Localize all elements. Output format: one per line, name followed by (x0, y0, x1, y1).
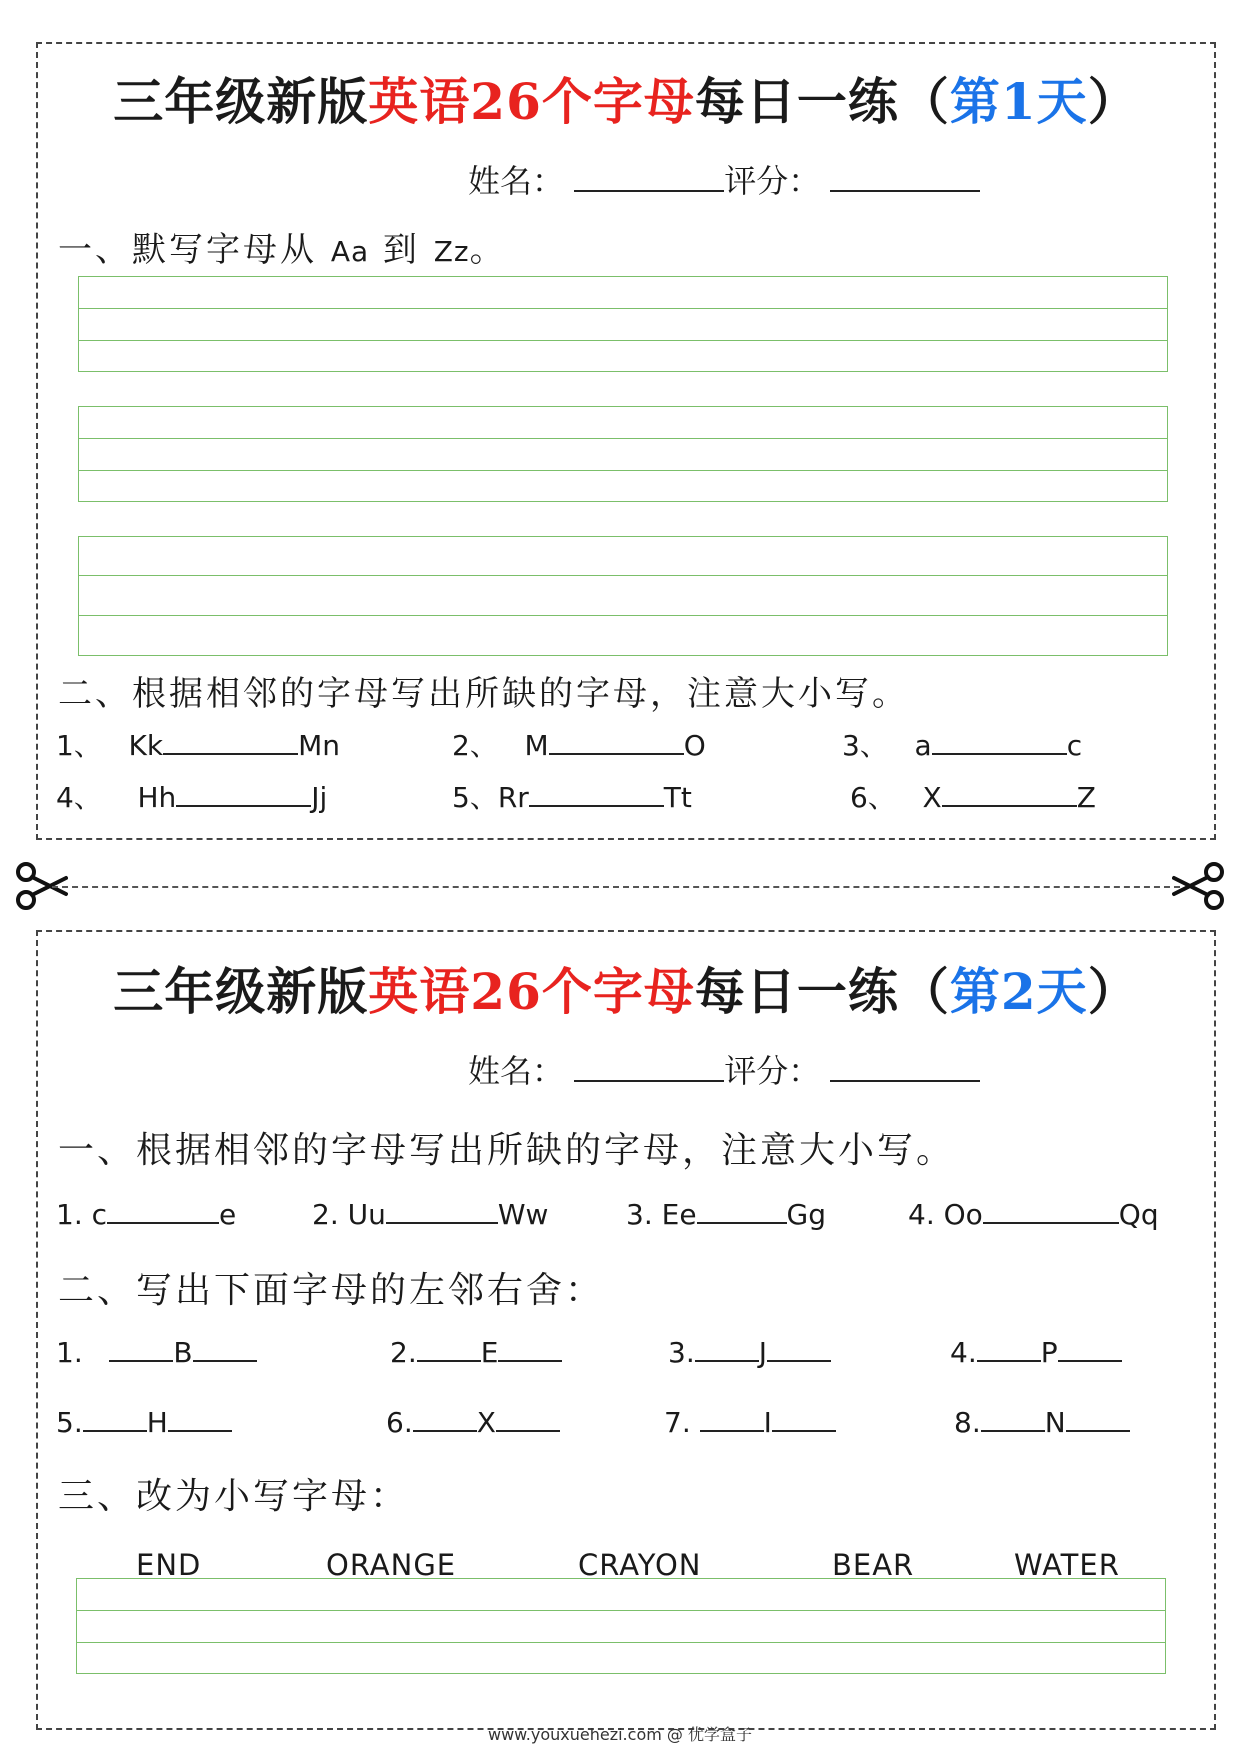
title-day: 第2天 (949, 962, 1088, 1021)
item-number: 1、 (56, 729, 102, 762)
title-highlight: 英语26个字母 (368, 962, 695, 1021)
item-right-letter: c (1066, 729, 1083, 762)
item-number: 4. (908, 1198, 935, 1231)
score-label: 评分： (724, 1052, 821, 1090)
worksheet-day-2 (36, 930, 1216, 1730)
neighbor-item-1 (56, 1336, 257, 1369)
left-neighbor-blank[interactable] (417, 1336, 481, 1362)
left-neighbor-blank[interactable] (981, 1406, 1045, 1432)
item-letter: N (1044, 1406, 1066, 1439)
item-letter: J (758, 1336, 767, 1369)
item-number: 5、 (452, 781, 498, 814)
left-neighbor-blank[interactable] (695, 1336, 759, 1362)
title-paren-open: （ (898, 72, 950, 131)
answer-blank[interactable] (549, 729, 684, 755)
item-letter: B (173, 1336, 193, 1369)
title-paren-open: （ (898, 962, 950, 1021)
title-paren-close: ） (1087, 72, 1139, 131)
item-number: 3. (626, 1198, 653, 1231)
page-title (38, 62, 1214, 134)
writing-lines-lowercase[interactable] (76, 1578, 1166, 1674)
section-1-period: 。 (469, 230, 507, 270)
item-letter: P (1040, 1336, 1058, 1369)
item-right-letter: O (683, 729, 706, 762)
score-blank[interactable] (830, 1052, 980, 1082)
scissors-icon (1172, 860, 1226, 912)
left-neighbor-blank[interactable] (700, 1406, 764, 1432)
right-neighbor-blank[interactable] (168, 1406, 232, 1432)
title-paren-close: ） (1087, 962, 1139, 1021)
name-score-row (468, 1046, 980, 1092)
name-label: 姓名： (468, 162, 565, 200)
neighbor-item-3 (668, 1336, 831, 1369)
word-crayon: CRAYON (578, 1548, 702, 1582)
guide-line (79, 308, 1167, 309)
footer-watermark: www.youxuehezi.com @ 优学盒子 (488, 1725, 752, 1744)
exercise-item-1 (56, 1198, 236, 1231)
page-title (38, 952, 1214, 1024)
item-right-letter: Gg (786, 1198, 827, 1231)
exercise-item-3 (626, 1198, 826, 1231)
section-1-heading (58, 222, 507, 271)
section-1-heading: 一、根据相邻的字母写出所缺的字母，注意大小写。 (58, 1130, 956, 1171)
answer-blank[interactable] (107, 1198, 219, 1224)
item-number: 6. (386, 1406, 413, 1439)
word-end: END (136, 1548, 202, 1582)
right-neighbor-blank[interactable] (193, 1336, 257, 1362)
name-label: 姓名： (468, 1052, 565, 1090)
writing-lines-1[interactable] (78, 276, 1168, 372)
item-left-letter: Ee (661, 1198, 697, 1231)
item-left-letter: Rr (497, 781, 529, 814)
title-prefix: 三年级新版 (113, 72, 369, 131)
item-letter: H (146, 1406, 168, 1439)
item-right-letter: Tt (663, 781, 692, 814)
item-left-letter: c (91, 1198, 108, 1231)
answer-blank[interactable] (983, 1198, 1119, 1224)
left-neighbor-blank[interactable] (977, 1336, 1041, 1362)
answer-blank[interactable] (529, 781, 664, 807)
neighbor-item-4 (950, 1336, 1122, 1369)
section-1-end-letter: Zz (433, 235, 470, 268)
item-left-letter: Uu (347, 1198, 386, 1231)
exercise-item-1 (56, 724, 340, 764)
guide-line (79, 615, 1167, 616)
guide-line (79, 438, 1167, 439)
guide-line (79, 575, 1167, 576)
guide-line (77, 1610, 1165, 1611)
score-blank[interactable] (830, 162, 980, 192)
item-right-letter: Ww (497, 1198, 549, 1231)
neighbor-item-2 (390, 1336, 562, 1369)
item-letter: I (763, 1406, 772, 1439)
title-mid: 每日一练 (694, 72, 899, 131)
item-left-letter: Oo (943, 1198, 983, 1231)
neighbor-item-7 (664, 1406, 836, 1439)
writing-lines-2[interactable] (78, 406, 1168, 502)
section-1-text: 一、默写字母从 (58, 230, 331, 270)
right-neighbor-blank[interactable] (1058, 1336, 1122, 1362)
left-neighbor-blank[interactable] (413, 1406, 477, 1432)
name-score-row (468, 156, 980, 202)
item-number: 1. (56, 1336, 83, 1369)
section-3-heading: 三、改为小写字母： (58, 1476, 410, 1517)
exercise-item-2 (452, 724, 706, 764)
right-neighbor-blank[interactable] (767, 1336, 831, 1362)
item-letter: E (480, 1336, 499, 1369)
item-left-letter: a (914, 729, 932, 762)
neighbor-item-5 (56, 1406, 232, 1439)
item-right-letter: Qq (1118, 1198, 1159, 1231)
title-day: 第1天 (949, 72, 1088, 131)
item-right-letter: e (219, 1198, 237, 1231)
item-left-letter: Hh (137, 781, 177, 814)
exercise-item-3 (842, 724, 1082, 764)
item-right-letter: Mn (298, 729, 341, 762)
title-highlight: 英语26个字母 (368, 72, 695, 131)
item-number: 7. (664, 1406, 691, 1439)
exercise-item-5 (452, 776, 692, 816)
item-number: 2. (312, 1198, 339, 1231)
section-2-heading: 二、根据相邻的字母写出所缺的字母，注意大小写。 (58, 674, 909, 714)
score-label: 评分： (724, 162, 821, 200)
answer-blank[interactable] (942, 781, 1077, 807)
right-neighbor-blank[interactable] (1066, 1406, 1130, 1432)
section-2-heading: 二、写出下面字母的左邻右舍： (58, 1270, 605, 1311)
item-number: 5. (56, 1406, 83, 1439)
item-right-letter: Jj (311, 781, 328, 814)
right-neighbor-blank[interactable] (496, 1406, 560, 1432)
item-left-letter: Kk (128, 729, 164, 762)
right-neighbor-blank[interactable] (772, 1406, 836, 1432)
right-neighbor-blank[interactable] (498, 1336, 562, 1362)
exercise-item-6 (850, 776, 1096, 816)
item-number: 4、 (56, 781, 102, 814)
answer-blank[interactable] (697, 1198, 787, 1224)
item-number: 2、 (452, 729, 498, 762)
item-left-letter: M (524, 729, 549, 762)
word-water: WATER (1014, 1548, 1120, 1582)
title-mid: 每日一练 (694, 962, 899, 1021)
section-1-to: 到 (369, 230, 434, 270)
item-number: 4. (950, 1336, 977, 1369)
guide-line (79, 340, 1167, 341)
worksheet-day-1 (36, 42, 1216, 840)
answer-blank[interactable] (932, 729, 1067, 755)
writing-lines-3[interactable] (78, 536, 1168, 656)
item-number: 1. (56, 1198, 83, 1231)
name-blank[interactable] (574, 1052, 724, 1082)
exercise-item-4 (56, 776, 327, 816)
item-number: 3. (668, 1336, 695, 1369)
word-bear: BEAR (832, 1548, 915, 1582)
neighbor-item-8 (954, 1406, 1130, 1439)
answer-blank[interactable] (163, 729, 298, 755)
word-orange: ORANGE (326, 1548, 457, 1582)
section-1-start-letter: Aa (330, 235, 370, 268)
answer-blank[interactable] (386, 1198, 498, 1224)
item-number: 2. (390, 1336, 417, 1369)
guide-line (77, 1642, 1165, 1643)
title-prefix: 三年级新版 (113, 962, 369, 1021)
exercise-item-2 (312, 1198, 548, 1231)
answer-blank[interactable] (176, 781, 311, 807)
item-number: 3、 (842, 729, 888, 762)
name-blank[interactable] (574, 162, 724, 192)
item-left-letter: X (922, 781, 942, 814)
neighbor-item-6 (386, 1406, 560, 1439)
cut-line (52, 886, 1180, 888)
item-letter: X (476, 1406, 496, 1439)
item-number: 6、 (850, 781, 896, 814)
item-right-letter: Z (1076, 781, 1096, 814)
item-number: 8. (954, 1406, 981, 1439)
guide-line (79, 470, 1167, 471)
left-neighbor-blank[interactable] (109, 1336, 173, 1362)
left-neighbor-blank[interactable] (83, 1406, 147, 1432)
exercise-item-4 (908, 1198, 1159, 1231)
